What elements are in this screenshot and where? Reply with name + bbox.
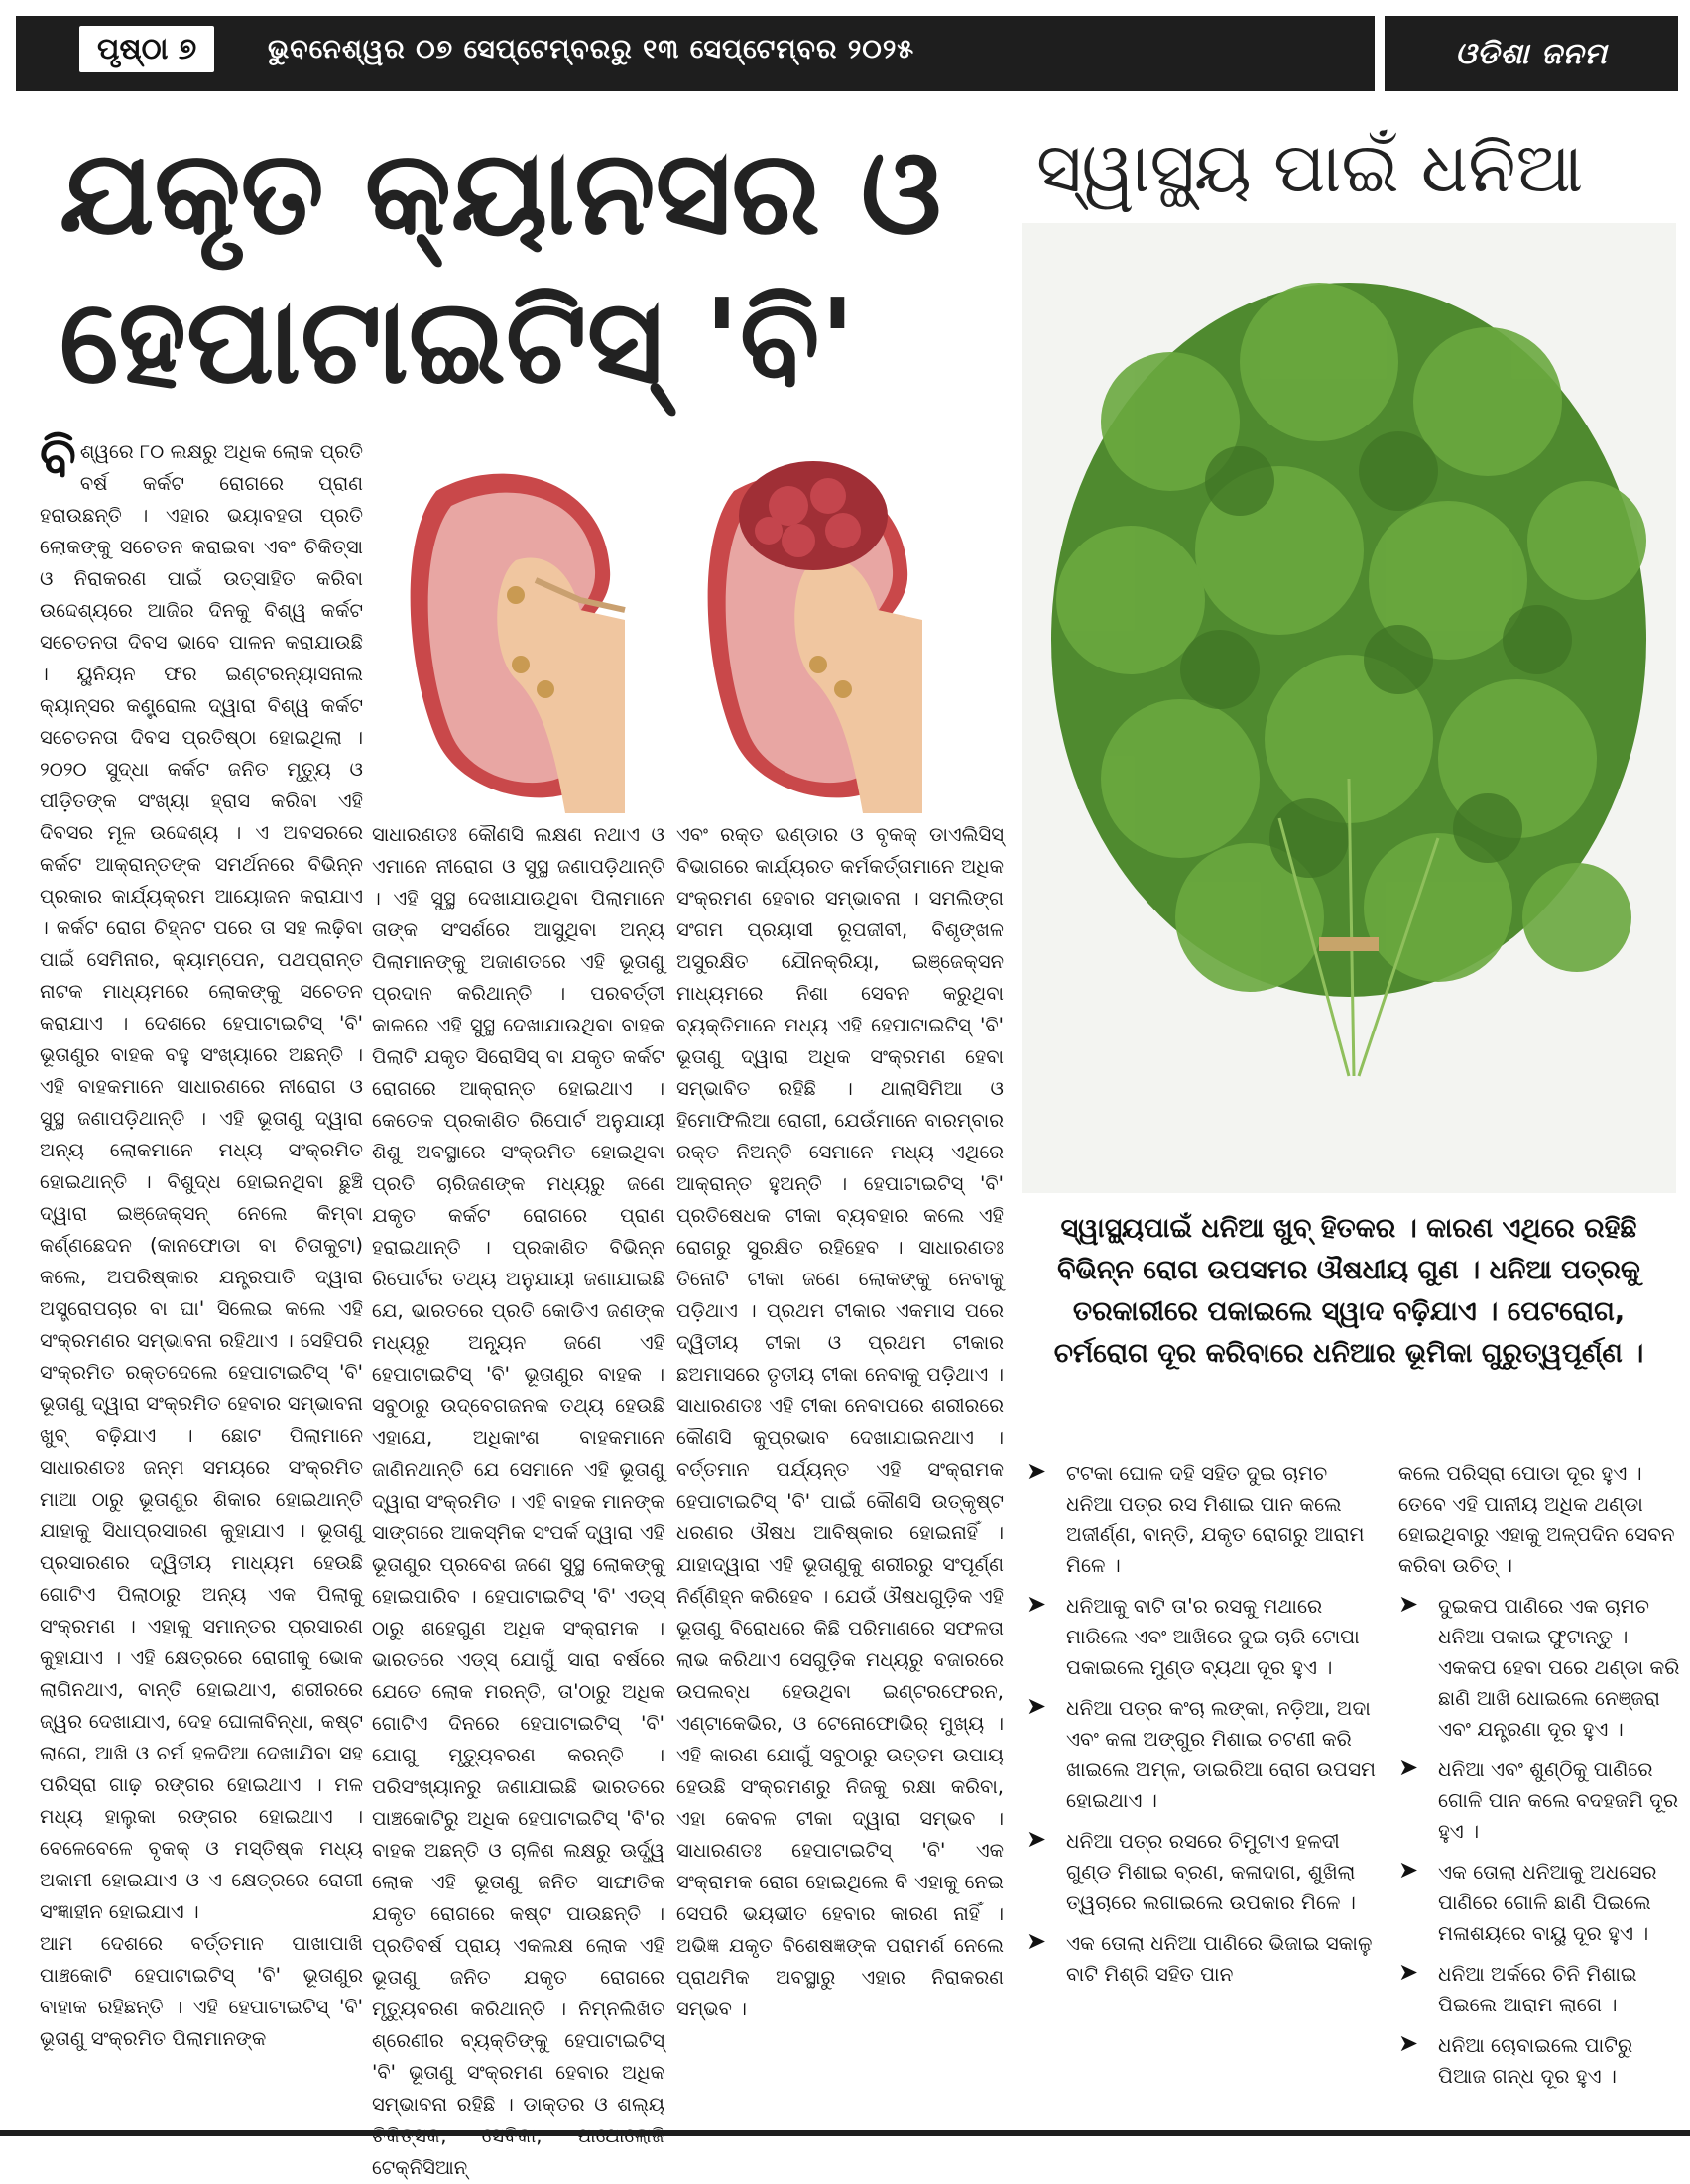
side-headline: ସ୍ୱାସ୍ଥ୍ୟ ପାଇଁ ଧନିଆ [1036, 127, 1584, 208]
logo-text: ଓଡିଶା ଜନମ [1455, 36, 1608, 71]
arrow-icon: ➤ [1398, 1856, 1419, 1883]
list-item: ➤ ଧନିଆ ପତ୍ର ରସରେ ଚିମୁଟାଏ ହଳଦୀ ଗୁଣ୍ଡ ମିଶାଇ ବ୍ରଣ, କଳାଦାଗ, ଶୁଖିଲା ତ୍ୱଚାରେ ଲଗାଇଲେ ଉପକାର ମିଳେ । [1026, 1825, 1356, 1914]
arrow-icon: ➤ [1398, 2029, 1419, 2057]
arrow-icon: ➤ [1398, 1754, 1419, 1781]
article-column-3 [676, 819, 1004, 2025]
kidney-illustration [397, 461, 952, 813]
tips-list-right [1359, 1458, 1686, 2102]
list-item: ➤ ଧନିଆକୁ ବାଟି ତା'ର ରସକୁ ମଥାରେ ମାରିଲେ ଏବଂ ଆଖିରେ ଦୁଇ ଚାରି ଟୋପା ପକାଇଲେ ମୁଣ୍ଡ ବ୍ୟଥା ଦୂର ହୁଏ । [1026, 1590, 1360, 1679]
main-headline-line1: ଯକୃତ କ୍ୟାନସର ଓ [60, 124, 942, 261]
arrow-icon: ➤ [1398, 1590, 1419, 1618]
arrow-icon: ➤ [1026, 1590, 1047, 1618]
article-paragraph: ସାଧାରଣତଃ କୌଣସି ଲକ୍ଷଣ ନଥାଏ ଓ ଏମାନେ ନୀରୋଗ ଓ ସୁସ୍ଥ ଜଣାପଡ଼ିଥାନ୍ତି । ଏହି ସୁସ୍ଥ ଦେଖାଯାଉଥିବା ପିଲାମାନେ ତାଙ୍କ ସଂସର୍ଶରେ ଆସୁଥିବା ଅନ୍ୟ ପିଲାମାନଙ୍କୁ ଅଜାଣତରେ ଏହି ଭୂତାଣୁ ପ୍ରଦାନ କରିଥାନ୍ତି । ପରବର୍ତ୍ତୀ କାଳରେ ଏହି ସୁସ୍ଥ ଦେଖାଯାଉଥିବା ବାହକ ପିଲାଟି ଯକୃତ ସିରୋସିସ୍ ବା ଯକୃତ କର୍କଟ ରୋଗରେ ଆକ୍ରାନ୍ତ ହୋଇଥାଏ । କେତେକ ପ୍ରକାଶିତ ରିପୋର୍ଟ ଅନୁଯାୟୀ ଶିଶୁ ଅବସ୍ଥାରେ ସଂକ୍ରମିତ ହୋଇଥିବା ପ୍ରତି ଚାରିଜଣଙ୍କ ମଧ୍ୟରୁ ଜଣେ ଯକୃତ କର୍କଟ ରୋଗରେ ପ୍ରାଣ ହରାଇଥାନ୍ତି । ପ୍ରକାଶିତ ବିଭିନ୍ନ ରିପୋର୍ଟର ତଥ୍ୟ ଅନୁଯାୟୀ ଜଣାଯାଇଛି ଯେ, ଭାରତରେ ପ୍ରତି କୋଡିଏ ଜଣଙ୍କ ମଧ୍ୟରୁ ଅନ୍ୟୂନ ଜଣେ ଏହି ହେପାଟାଇଟିସ୍ 'ବି' ଭୂତାଣୁର ବାହକ । ସବୁଠାରୁ ଉଦ୍‌ବେଗଜନକ ତଥ୍ୟ ହେଉଛି ଏହାଯେ, ଅଧିକାଂଶ ବାହକମାନେ ଜାଣିନଥାନ୍ତି ଯେ ସେମାନେ ଏହି ଭୂତାଣୁ ଦ୍ୱାରା ସଂକ୍ରମିତ । ଏହି ବାହକ ମାନଙ୍କ ସାଙ୍ଗରେ ଆକସ୍ମିକ ସଂପର୍କ ଦ୍ୱାରା ଏହି ଭୂତାଣୁର ପ୍ରବେଶ ଜଣେ ସୁସ୍ଥ ଲୋକଙ୍କୁ ହୋଇପାରିବ । ହେପାଟାଇଟିସ୍ 'ବି' ଏଡ୍‌ସ୍ ଠାରୁ ଶହେଗୁଣ ଅଧିକ ସଂକ୍ରାମକ । ଭାରତରେ ଏଡ୍‌ସ୍ ଯୋଗୁଁ ସାରା ବର୍ଷରେ ଯେତେ ଲୋକ ମରନ୍ତି, ତା'ଠାରୁ ଅଧିକ ଗୋଟିଏ ଦିନରେ ହେପାଟାଇଟିସ୍ 'ବି' ଯୋଗୁ ମୃତ୍ୟୁବରଣ କରନ୍ତି । ପରିସଂଖ୍ୟାନରୁ ଜଣାଯାଇଛି ଭାରତରେ ପାଞ୍ଚକୋଟିରୁ ଅଧିକ ହେପାଟାଇଟିସ୍ 'ବି'ର ବାହକ ଅଛନ୍ତି ଓ ଚାଳିଶ ଲକ୍ଷରୁ ଊର୍ଦ୍ଧ୍ୱ ଲୋକ ଏହି ଭୂତାଣୁ ଜନିତ ସାଙ୍ଘାତିକ ଯକୃତ ରୋଗରେ କଷ୍ଟ ପାଉଛନ୍ତି । ପ୍ରତିବର୍ଷ ପ୍ରାୟ ଏକଲକ୍ଷ ଲୋକ ଏହି ଭୂତାଣୁ ଜନିତ ଯକୃତ ରୋଗରେ ମୃତ୍ୟୁବରଣ କରିଥାନ୍ତି । ନିମ୍ନଲିଖିତ ଶ୍ରେଣୀର ବ୍ୟକ୍ତିଙ୍କୁ ହେପାଟାଇଟିସ୍ 'ବି' ଭୂତାଣୁ ସଂକ୍ରମଣ ହେବାର ଅଧିକ ସମ୍ଭାବନା ରହିଛି । ଡାକ୍ତର ଓ ଶଲ୍ୟ ଟେକ୍‌ନିସିଆନ୍ [372, 823, 664, 2179]
arrow-icon: ➤ [1026, 1825, 1047, 1853]
list-item: ➤ ଏକ ତୋଲା ଧନିଆ ପାଣିରେ ଭିଜାଇ ସକାଳୁ ବାଟି ମିଶ୍ରି ସହିତ ପାନ [1026, 1927, 1373, 1986]
article-column-1 [40, 425, 363, 2055]
article-paragraph: ଶ୍ୱରେ ୮୦ ଲକ୍ଷରୁ ଅଧିକ ଲୋକ ପ୍ରତି ବର୍ଷ କର୍କଟ ରୋଗରେ ପ୍ରାଣ ହରାଉଛନ୍ତି । ଏହାର ଭୟାବହତା ପ୍ରତି ଲୋକଙ୍କୁ ସଚେତନ କରାଇବା ଏବଂ ଚିକିତ୍ସା ଓ ନିରାକରଣ ପାଇଁ ଉତ୍ସାହିତ କରିବା ଉଦ୍ଦେଶ୍ୟରେ ଆଜିର ଦିନକୁ ବିଶ୍ୱ କର୍କଟ ସଚେତନତା ଦିବସ ଭାବେ ପାଳନ କରାଯାଉଛି । ୟୁନିୟନ ଫର ଇଣ୍ଟରନ୍ୟାସନାଲ କ୍ୟାନ୍ସର କଣ୍ଟ୍ରୋଲ ଦ୍ୱାରା ବିଶ୍ୱ କର୍କଟ ସଚେତନତା ଦିବସ ପ୍ରତିଷ୍ଠା ହୋଇଥିଲା । ୨୦୨୦ ସୁଦ୍ଧା କର୍କଟ ଜନିତ ମୃତ୍ୟୁ ଓ ପୀଡ଼ିତଙ୍କ ସଂଖ୍ୟା ହ୍ରାସ କରିବା ଏହି ଦିବସର ମୂଳ ଉଦ୍ଦେଶ୍ୟ । ଏ ଅବସରରେ କର୍କଟ ଆକ୍ରାନ୍ତଙ୍କ ସମର୍ଥନରେ ବିଭିନ୍ନ ପ୍ରକାର କାର୍ଯ୍ୟକ୍ରମ ଆୟୋଜନ କରାଯାଏ । କର୍କଟ ରୋଗ ଚିହ୍ନଟ ପରେ ତା ସହ ଲଢ଼ିବା ପାଇଁ ସେମିନାର, କ୍ୟାମ୍ପେନ, ପଥପ୍ରାନ୍ତ ନାଟକ ମାଧ୍ୟମରେ ଲୋକଙ୍କୁ ସଚେତନ କରାଯାଏ । ଦେଶରେ ହେପାଟାଇଟିସ୍ 'ବି' ଭୂତାଣୁର ବାହକ ବହୁ ସଂଖ୍ୟାରେ ଅଛନ୍ତି । ଏହି ବାହକମାନେ ସାଧାରଣରେ ନୀରୋଗ ଓ ସୁସ୍ଥ ଜଣାପଡ଼ିଥାନ୍ତି । ଏହି ଭୂତାଣୁ ଦ୍ୱାରା ଅନ୍ୟ ଲୋକମାନେ ମଧ୍ୟ ସଂକ୍ରମିତ ହୋଇଥାନ୍ତି । ବିଶୁଦ୍ଧ ହୋଇନଥିବା ଛୁଞ୍ଚି ଦ୍ୱାରା ଇଞ୍ଜେକ୍ସନ୍ ନେଲେ କିମ୍ବା କର୍ଣ୍ଣଛେଦନ (କାନଫୋଡା ବା ଚିତାକୁଟା) କଲେ, ଅପରିଷ୍କାର ଯନ୍ତ୍ରପାତି ଦ୍ୱାରା ଅସ୍ତ୍ରୋପଚାର ବା ଘା' ସିଲେଇ କଲେ ଏହି ସଂକ୍ରମଣର ସମ୍ଭାବନା ରହିଥାଏ । ସେହିପରି ସଂକ୍ରମିତ ରକ୍ତଦେଲେ ହେପାଟାଇଟିସ୍ 'ବି' ଭୂତାଣୁ ଦ୍ୱାରା ସଂକ୍ରମିତ ହେବାର ସମ୍ଭାବନା ଖୁବ୍ ବଢ଼ିଯାଏ । ଛୋଟ ପିଲାମାନେ ସାଧାରଣତଃ ଜନ୍ମ ସମୟରେ ସଂକ୍ରମିତ ମାଆ ଠାରୁ ଭୂତାଣୁର ଶିକାର ହୋଇଥାନ୍ତି ଯାହାକୁ ସିଧାପ୍ରସାରଣ କୁହାଯାଏ । ଭୂତାଣୁ ପ୍ରସାରଣର ଦ୍ୱିତୀୟ ମାଧ୍ୟମ ହେଉଛି ଗୋଟିଏ ପିଲାଠାରୁ ଅନ୍ୟ ଏକ ପିଲାକୁ ସଂକ୍ରମଣ । ଏହାକୁ ସମାନ୍ତର ପ୍ରସାରଣ କୁହାଯାଏ । ଏହି କ୍ଷେତ୍ରରେ ରୋଗୀକୁ ଭୋକ ଲାଗିନଥାଏ, ବାନ୍ତି ହୋଇଥାଏ, ଶରୀରରେ ଜ୍ୱର ଦେଖାଯାଏ, ଦେହ ଘୋଳାବିନ୍ଧା, କଷ୍ଟ ଲାଗେ, ଆଖି ଓ ଚର୍ମ ହଳଦିଆ ଦେଖାଯିବା ସହ ପରିସ୍ରା ଗାଢ଼ ରଙ୍ଗର ହୋଇଥାଏ । ମଳ ମଧ୍ୟ ହାଲୁକା ରଙ୍ଗର ହୋଇଥାଏ । ବେଳେବେଳେ ବୃକକ୍ ଓ ମସ୍ତିଷ୍କ ମଧ୍ୟ ଅକାମୀ ହୋଇଯାଏ ଓ ଏ କ୍ଷେତ୍ରରେ ରୋଗୀ ସଂଜ୍ଞାହୀନ ହୋଇଯାଏ । [40, 440, 363, 1923]
list-item: ➤ ଧନିଆ ପତ୍ର କଂଚା ଲଙ୍କା, ନଡ଼ିଆ, ଅଦା ଏବଂ କଳା ଅଙ୍ଗୁର ମିଶାଇ ଚଟଣୀ କରି ଖାଇଲେ ଅମ୍ଳ, ଡାଇରିଆ ରୋଗ ଉପସମ ହୋଇଥାଏ । [1026, 1692, 1376, 1812]
arrow-icon: ➤ [1026, 1457, 1047, 1485]
page-number: ପୃଷ୍ଠା ୭ [79, 26, 214, 72]
list-item: ➤ ଏକ ତୋଲା ଧନିଆକୁ ଅଧସେର ପାଣିରେ ଗୋଳି ଛାଣି ପିଇଲେ ମଳାଶୟରେ ବାୟୁ ଦୂର ହୁଏ । [1398, 1856, 1657, 1945]
article-paragraph: ଏବଂ ରକ୍ତ ଭଣ୍ଡାର ଓ ବୃକକ୍ ଡାଏଲିସିସ୍ ବିଭାଗରେ କାର୍ଯ୍ୟରତ କର୍ମକର୍ତ୍ତାମାନେ ଅଧିକ ସଂକ୍ରମଣ ହେବାର ସମ୍ଭାବନା । ସମଲିଙ୍ଗ ସଂଗମ ପ୍ରୟାସୀ ରୂପଜୀବୀ, ବିଶୃଙ୍ଖଳ ଅସୁରକ୍ଷିତ ଯୌନକ୍ରିୟା, ଇଞ୍ଜେକ୍ସନ ମାଧ୍ୟମରେ ନିଶା ସେବନ କରୁଥିବା ବ୍ୟକ୍ତିମାନେ ମଧ୍ୟ ଏହି ହେପାଟାଇଟିସ୍ 'ବି' ଭୂତାଣୁ ଦ୍ୱାରା ଅଧିକ ସଂକ୍ରମଣ ହେବା ସମ୍ଭାବିତ ରହିଛି । ଥାଲାସିମିଆ ଓ ହିମୋଫିଲିଆ ରୋଗୀ, ଯେଉଁମାନେ ବାରମ୍ବାର ରକ୍ତ ନିଅନ୍ତି ସେମାନେ ମଧ୍ୟ ଏଥିରେ ଆକ୍ରାନ୍ତ ହୁଅନ୍ତି । ହେପାଟାଇଟିସ୍ 'ବି' ପ୍ରତିଷେଧକ ଟୀକା ବ୍ୟବହାର କଲେ ଏହି ରୋଗରୁ ସୁରକ୍ଷିତ ରହିହେବ । ସାଧାରଣତଃ ତିନୋଟି ଟୀକା ଜଣେ ଲୋକଙ୍କୁ ନେବାକୁ ପଡ଼ିଥାଏ । ପ୍ରଥମ ଟୀକାର ଏକମାସ ପରେ ଦ୍ୱିତୀୟ ଟୀକା ଓ ପ୍ରଥମ ଟୀକାର ଛଅମାସରେ ତୃତୀୟ ଟୀକା ନେବାକୁ ପଡ଼ିଥାଏ । ସାଧାରଣତଃ ଏହି ଟୀକା ନେବାପରେ ଶରୀରରେ କୌଣସି କୁପ୍ରଭାବ ଦେଖାଯାଇନଥାଏ । ବର୍ତ୍ତମାନ ପର୍ଯ୍ୟନ୍ତ ଏହି ସଂକ୍ରାମକ ହେପାଟାଇଟିସ୍ 'ବି' ପାଇଁ କୌଣସି ଉତ୍କୃଷ୍ଟ ଧରଣର ଔଷଧ ଆବିଷ୍କାର ହୋଇନାହିଁ । ଯାହାଦ୍ୱାରା ଏହି ଭୂତାଣୁକୁ ଶରୀରରୁ ସଂପୂର୍ଣ୍ଣ ନିର୍ଣ୍ଣିହ୍ନ କରିହେବ । ଯେଉଁ ଔଷଧଗୁଡ଼ିକ ଏହି ଭୂତାଣୁ ବିରୋଧରେ କିଛି ପରିମାଣରେ ସଫଳତା ଲାଭ କରିଥାଏ ସେଗୁଡ଼ିକ ମଧ୍ୟରୁ ବଜାରରେ ଉପଲବ୍ଧ ହେଉଥିବା ଇଣ୍ଟରଫେରନ, ଏଣ୍ଟାକେଭିର, ଓ ଟେନୋଫୋଭିର୍ ମୁଖ୍ୟ । ଏହି କାରଣ ଯୋଗୁଁ ସବୁଠାରୁ ଉତ୍ତମ ଉପାୟ ହେଉଛି ସଂକ୍ରମଣରୁ ନିଜକୁ ରକ୍ଷା କରିବା, ଏହା କେବଳ ଟୀକା ଦ୍ୱାରା ସମ୍ଭବ । ସାଧାରଣତଃ ହେପାଟାଇଟିସ୍ 'ବି' ଏକ ସଂକ୍ରାମକ ରୋଗ ହୋଇଥିଲେ ବି ଏହାକୁ ନେଇ ସେପରି ଭୟଭୀତ ହେବାର କାରଣ ନାହିଁ । ଅଭିଜ୍ଞ ଯକୃତ ବିଶେଷଜ୍ଞଙ୍କ ପରାମର୍ଶ ନେଲେ ପ୍ରାଥମିକ ଅବସ୍ଥାରୁ ଏହାର ନିରାକରଣ ସମ୍ଭବ । [676, 823, 1004, 2020]
article-paragraph: ଆମ ଦେଶରେ ବର୍ତ୍ତମାନ ପାଖାପାଖି ପାଞ୍ଚକୋଟି ହେପାଟାଇଟିସ୍ 'ବି' ଭୂତାଣୁର ବାହାକ ରହିଛନ୍ତି । ଏହି ହେପାଟାଇଟିସ୍ 'ବି' ଭୂତାଣୁ ସଂକ୍ରମିତ ପିଲାମାନଙ୍କ [40, 1932, 363, 2050]
issue-date: ଭୁବନେଶ୍ୱର ୦୭ ସେପ୍ଟେମ୍ବରରୁ ୧୩ ସେପ୍ଟେମ୍ବର ୨୦୨୫ [268, 34, 915, 64]
arrow-icon: ➤ [1026, 1927, 1047, 1955]
side-article-lead: ସ୍ୱାସ୍ଥ୍ୟପାଇଁ ଧନିଆ ଖୁବ୍ ହିତକର । କାରଣ ଏଥିରେ ରହିଛି ବିଭିନ୍ନ ରୋଗ ଉପସମର ଔଷଧୀୟ ଗୁଣ । ଧନିଆ ପତ୍ରକୁ ତରକାରୀରେ ପକାଇଲେ ସ୍ୱାଦ ବଢ଼ିଯାଏ । ପେଟରୋଗ, ଚର୍ମରୋଗ ଦୂର କରିବାରେ ଧନିଆର ଭୂମିକା ଗୁରୁତ୍ୱପୂର୍ଣ୍ଣ । [1053, 1213, 1644, 1369]
list-item: ➤ ଧନିଆ ଅର୍କରେ ଚିନି ମିଶାଇ ପିଇଲେ ଆରାମ ଲାଗେ । [1398, 1958, 1637, 2016]
list-item-continued: କଲେ ପରିସ୍ରା ପୋଡା ଦୂର ହୁଏ । ତେବେ ଏହି ପାନୀୟ ଅଧିକ ଥଣ୍ଡା ହୋଇଥିବାରୁ ଏହାକୁ ଅଳ୍ପଦିନ ସେବନ କରିବା ଉଚିତ୍ । [1398, 1461, 1675, 1577]
list-item: ➤ ଟଟକା ଘୋଳ ଦହି ସହିତ ଦୁଇ ଚାମଚ ଧନିଆ ପତ୍ର ରସ ମିଶାଇ ପାନ କଲେ ଅଜୀର୍ଣ୍ଣ, ବାନ୍ତି, ଯକୃତ ରୋଗରୁ ଆରାମ ମିଳେ । [1026, 1457, 1365, 1577]
list-item: ➤ ଦୁଇକପ ପାଣିରେ ଏକ ଚାମଚ ଧନିଆ ପକାଇ ଫୁଟାନ୍ତୁ । ଏକକପ ହେବା ପରେ ଥଣ୍ଡା କରି ଛାଣି ଆଖି ଧୋଇଲେ ନେଞ୍ଜରା ଏବଂ ଯନ୍ତ୍ରଣା ଦୂର ହୁଏ । [1398, 1590, 1680, 1741]
coriander-photo [1022, 223, 1676, 1193]
article-column-2 [372, 819, 664, 2184]
arrow-icon: ➤ [1398, 1958, 1419, 1986]
list-item: ➤ ଧନିଆ ଚୋବାଇଲେ ପାଟିରୁ ପିଆଜ ଗନ୍ଧ ଦୂର ହୁଏ । [1398, 2029, 1633, 2088]
main-headline-line2: ହେପାଟାଇଟିସ୍ 'ବି' [60, 273, 856, 410]
footer-rule [0, 2130, 1690, 2136]
arrow-icon: ➤ [1026, 1692, 1047, 1720]
list-item: ➤ ଧନିଆ ଏବଂ ଶୁଣ୍ଠିକୁ ପାଣିରେ ଗୋଳି ପାନ କଲେ ବଦହଜମି ଦୂର ହୁଏ । [1398, 1754, 1679, 1843]
newspaper-logo [1381, 16, 1678, 91]
tips-list-left [1026, 1458, 1379, 2000]
drop-cap: ବି [40, 425, 76, 488]
